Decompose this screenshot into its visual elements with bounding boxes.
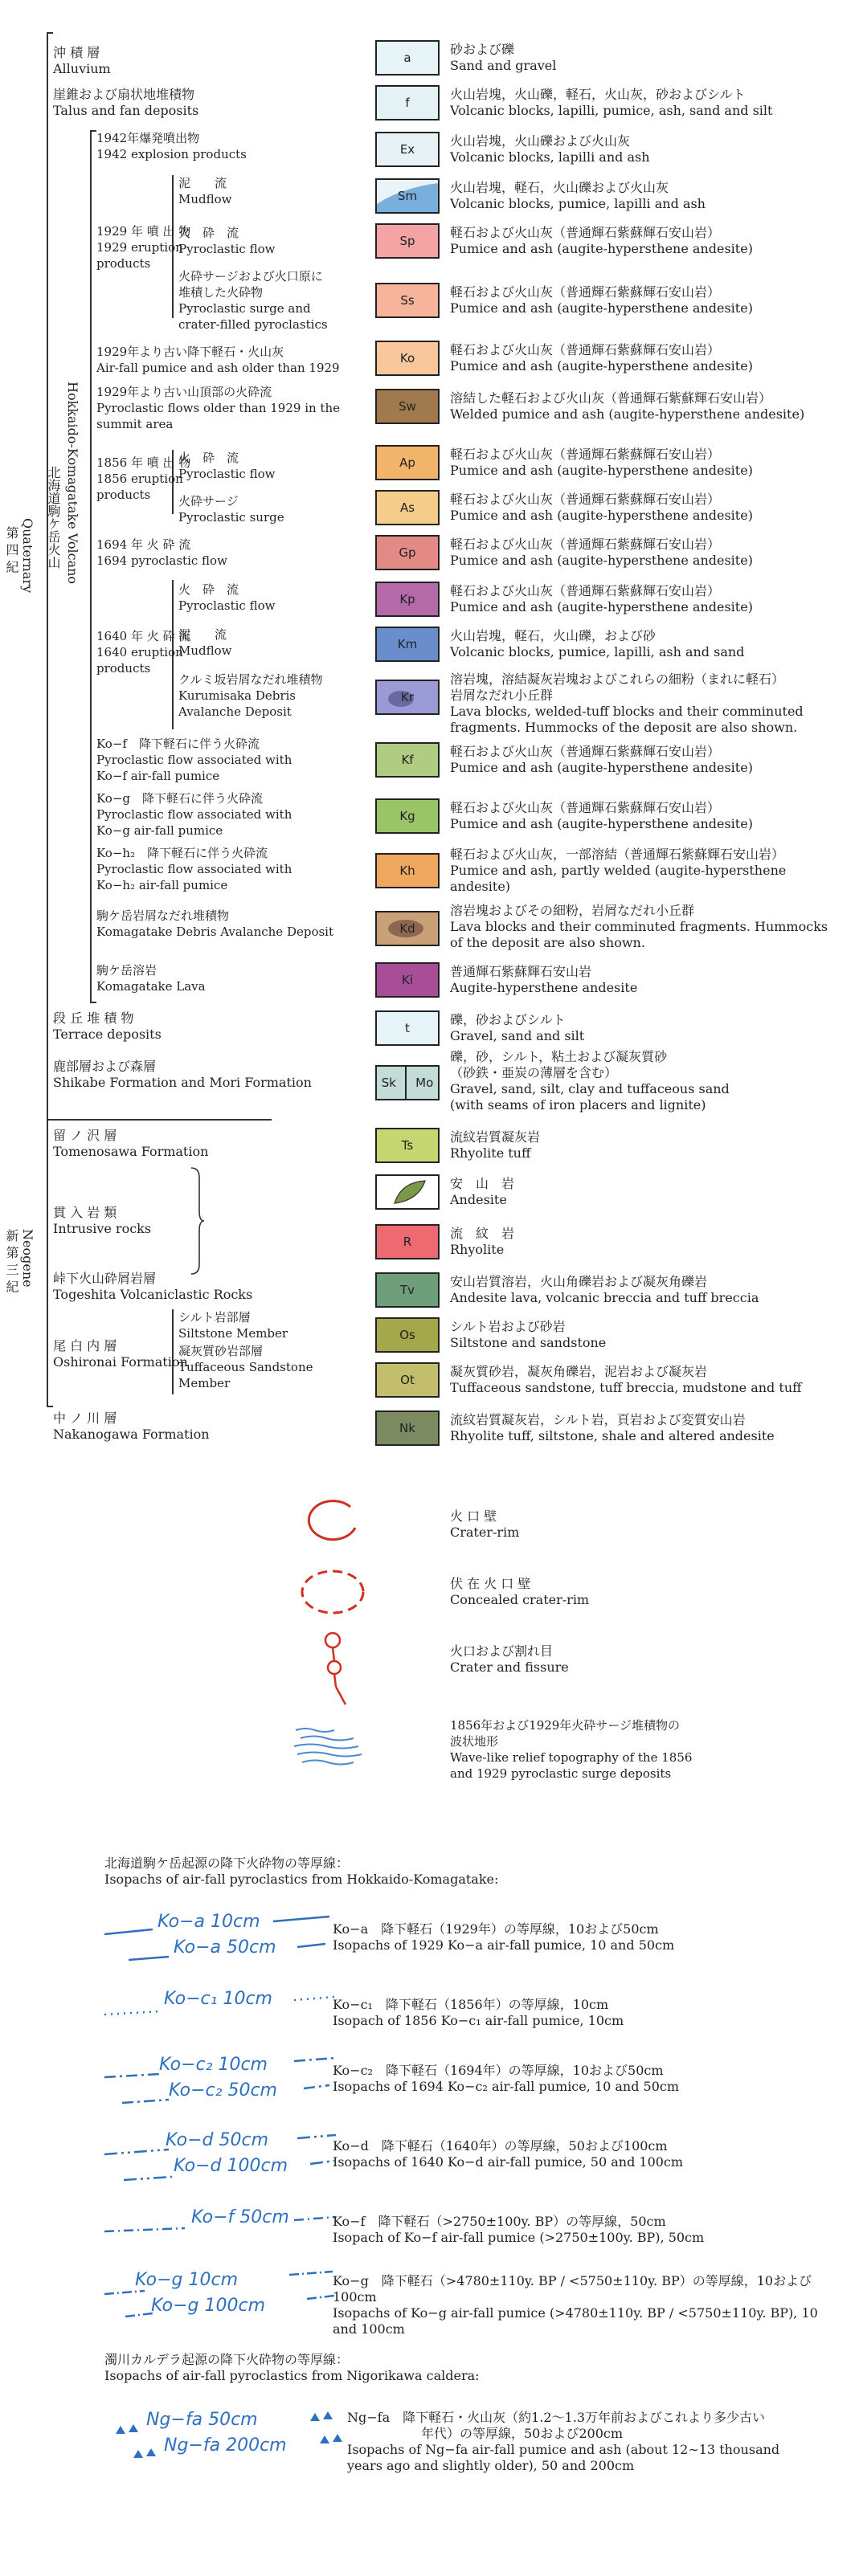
unit-label: Ko−f 降下軽石に伴う火砕流 Pyroclastic flow associated with Ko−f air-fall pumice xyxy=(96,737,292,783)
unit-label: 1929年より古い降下軽石・火山灰 Air-fall pumice and ash older than 1929 xyxy=(96,345,340,375)
unit-label: 泥 流 Mudflow xyxy=(178,176,232,206)
unit-description: 軽石および火山灰（普通輝石紫蘇輝石安山岩） Pumice and ash (augite-hypersthene andesite) xyxy=(450,342,753,374)
symbol-label: 伏 在 火 口 壁 Concealed crater-rim xyxy=(450,1576,590,1607)
legend-swatch: Kr xyxy=(375,680,440,715)
quaternary-label: 第 四 紀 xyxy=(4,526,19,574)
unit-description: 礫，砂，シルト，粘土および凝灰質砂 （砂鉄・亜炭の薄層を含む） Gravel, sand, silt, clay and tuffaceous sand (with seams of iron placers and lignite) xyxy=(450,1049,730,1112)
unit-label: 沖 積 層 Alluvium xyxy=(53,45,111,76)
unit-description: 砂および礫 Sand and gravel xyxy=(450,42,557,73)
legend-swatch xyxy=(375,1174,440,1210)
isopach-heading: 北海道駒ケ岳起源の降下火砕物の等厚線： Isopachs of air-fall pyroclastics from Hokkaido-Komagatake: xyxy=(104,1855,499,1887)
unit-description: 流紋岩質凝灰岩 Rhyolite tuff xyxy=(450,1129,541,1161)
isopach-label: Ko−c₂ 50cm xyxy=(169,2080,277,2100)
unit-description: 溶岩塊，溶結凝灰岩塊およびこれらの細粉（まれに軽石） 岩屑なだれ小丘群 Lava blocks, welded-tuff blocks and their comminuted fragments. Hummocks of the deposit are also shown. xyxy=(450,672,804,735)
unit-description: 火山岩塊，火山礫，軽石，火山灰，砂およびシルト Volcanic blocks, lapilli, pumice, ash, sand and silt xyxy=(450,87,773,118)
legend-swatch: Ki xyxy=(375,962,440,998)
unit-description: 軽石および火山灰（普通輝石紫蘇輝石安山岩） Pumice and ash (augite-hypersthene andesite) xyxy=(450,583,753,614)
unit-label: シルト岩部層 Siltstone Member xyxy=(178,1310,288,1341)
unit-description: 安 山 岩 Andesite xyxy=(450,1176,515,1207)
unit-label: 段 丘 堆 積 物 Terrace deposits xyxy=(53,1010,162,1042)
isopach-description: Ko−a 降下軽石（1929年）の等厚線，10および50cm Isopachs of 1929 Ko−a air-fall pumice, 10 and 50cm xyxy=(333,1921,675,1953)
bracket-tick xyxy=(90,130,96,132)
unit-description: 礫，砂およびシルト Gravel, sand and silt xyxy=(450,1012,585,1043)
isopach-description: Ko−g 降下軽石（>4780±110y. BP / <5750±110y. BP）の等厚線，10および100cm Isopachs of Ko−g air-fall pumice (>4780±110y. BP / <5750±110y. BP), 10 and 100cm xyxy=(333,2273,818,2337)
unit-description: 軽石および火山灰（普通輝石紫蘇輝石安山岩） Pumice and ash (augite-hypersthene andesite) xyxy=(450,284,753,316)
symbol-label: 火 口 壁 Crater-rim xyxy=(450,1508,520,1540)
isopach-label: Ko−d 100cm xyxy=(174,2156,288,2176)
curly-bracket xyxy=(190,1166,206,1276)
unit-label: 火 砕 流 Pyroclastic flow xyxy=(178,451,276,481)
unit-label: 峠下火山砕屑岩層 Togeshita Volcaniclastic Rocks xyxy=(53,1271,253,1302)
isopach-label: Ko−d 50cm xyxy=(166,2130,269,2150)
isopach-description: Ng−fa 降下軽石・火山灰（約1.2〜1.3万年前およびこれより多少古い 年代）の等厚線，50および200cm Isopachs of Ng−fa air-fall pumice and ash (about 12∼13 thousand years ago and slightly older), 50 and 200cm xyxy=(347,2410,780,2473)
isopach-label: Ko−a 50cm xyxy=(174,1937,276,1958)
group-label: 1856 年 噴 出 物 1856 eruption products xyxy=(96,455,191,502)
unit-description: 軽石および火山灰（普通輝石紫蘇輝石安山岩） Pumice and ash (augite-hypersthene andesite) xyxy=(450,492,753,523)
crater-rim-icon xyxy=(297,1496,362,1544)
legend-swatch: Kg xyxy=(375,798,440,834)
legend-swatch: Ko xyxy=(375,341,440,376)
unit-description: 普通輝石紫蘇輝石安山岩 Augite-hypersthene andesite xyxy=(450,964,638,995)
group-label: 1640 年 火 砕 流 1640 eruption products xyxy=(96,629,191,676)
legend-swatch: Ot xyxy=(375,1362,440,1398)
legend-swatch: Km xyxy=(375,627,440,662)
bracket-tick xyxy=(47,1406,53,1407)
legend-swatch: Sp xyxy=(375,223,440,259)
volcano-label-en: Hokkaido-Komagatake Volcano xyxy=(65,382,80,585)
unit-label: 火 砕 流 Pyroclastic flow xyxy=(178,226,276,256)
unit-description: 火山岩塊，軽石，火山礫および火山灰 Volcanic blocks, pumice, lapilli and ash xyxy=(450,180,706,211)
legend-swatch: Sw xyxy=(375,389,440,424)
unit-description: 火山岩塊，軽石，火山礫，および砂 Volcanic blocks, pumice, lapilli, ash and sand xyxy=(450,628,745,659)
legend-swatch: Kp xyxy=(375,582,440,617)
period-divider xyxy=(47,1119,272,1121)
legend-swatch: Ex xyxy=(375,132,440,167)
isopach-label: Ko−a 10cm xyxy=(157,1912,260,1932)
unit-label: 鹿部層および森層 Shikabe Formation and Mori Formation xyxy=(53,1059,312,1090)
legend-swatch: a xyxy=(375,40,440,76)
unit-description: 軽石および火山灰（普通輝石紫蘇輝石安山岩） Pumice and ash (augite-hypersthene andesite) xyxy=(450,800,753,831)
unit-label: 中 ノ 川 層 Nakanogawa Formation xyxy=(53,1410,210,1442)
unit-description: 火山岩塊，火山礫および火山灰 Volcanic blocks, lapilli and ash xyxy=(450,133,650,165)
unit-label: 1694 年 火 砕 流 1694 pyroclastic flow xyxy=(96,537,227,568)
unit-label: 崖錐および扇状地堆積物 Talus and fan deposits xyxy=(53,87,199,118)
isopach-label: Ng−fa 200cm xyxy=(164,2435,287,2456)
bracket-line xyxy=(47,32,48,1406)
legend-swatch: t xyxy=(375,1010,440,1046)
legend-swatch: Nk xyxy=(375,1410,440,1446)
unit-label: 留 ノ 沢 層 Tomenosawa Formation xyxy=(53,1128,209,1159)
wave-relief-icon xyxy=(289,1724,370,1772)
unit-description: 溶岩塊およびその細粉，岩屑なだれ小丘群 Lava blocks and their comminuted fragments. Hummocks of the deposit are also shown. xyxy=(450,903,828,950)
unit-description: 流 紋 岩 Rhyolite xyxy=(450,1226,515,1257)
bracket-tick xyxy=(47,32,53,34)
isopach-label: Ko−f 50cm xyxy=(191,2207,289,2227)
unit-label: 火砕サージ Pyroclastic surge xyxy=(178,494,284,525)
unit-description: 安山岩質溶岩，火山角礫岩および凝灰角礫岩 Andesite lava, volcanic breccia and tuff breccia xyxy=(450,1274,759,1305)
unit-label: 1929年より古い山頂部の火砕流 Pyroclastic flows older than 1929 in the summit area xyxy=(96,385,340,431)
quaternary-label-en: Quaternary xyxy=(20,518,35,594)
concealed-crater-rim-icon xyxy=(297,1566,370,1618)
unit-description: 凝灰質砂岩，凝灰角礫岩，泥岩および凝灰岩 Tuffaceous sandstone, tuff breccia, mudstone and tuff xyxy=(450,1364,802,1395)
andesite-dike-symbol xyxy=(377,1176,438,1208)
isopach-label: Ko−g 10cm xyxy=(135,2270,239,2290)
unit-label: Ko−h₂ 降下軽石に伴う火砕流 Pyroclastic flow associated with Ko−h₂ air-fall pumice xyxy=(96,846,292,892)
unit-label: 火砕サージおよび火口原に 堆積した火砕物 Pyroclastic surge and crater-filled pyroclastics xyxy=(178,269,328,332)
volcano-label: 北海道駒ケ岳火山 xyxy=(46,466,61,569)
legend-swatch: As xyxy=(375,490,440,525)
isopach-heading: 濁川カルデラ起源の降下火砕物の等厚線： Isopachs of air-fall pyroclastics from Nigorikawa caldera: xyxy=(104,2352,480,2383)
group-label: 1929 年 噴 出 物 1929 eruption products xyxy=(96,224,191,271)
legend-swatch: Gp xyxy=(375,535,440,570)
unit-label: Ko−g 降下軽石に伴う火砕流 Pyroclastic flow associated with Ko−g air-fall pumice xyxy=(96,791,292,838)
legend-swatch: Os xyxy=(375,1317,440,1353)
legend-swatch: Sm xyxy=(375,178,440,214)
crater-fissure-icon xyxy=(315,1631,355,1711)
isopach-description: Ko−f 降下軽石（>2750±100y. BP）の等厚線，50cm Isopach of Ko−f air-fall pumice (>2750±100y. BP), 50cm xyxy=(333,2214,705,2245)
unit-description: 流紋岩質凝灰岩，シルト岩，頁岩および変質安山岩 Rhyolite tuff, siltstone, shale and altered andesite xyxy=(450,1412,775,1443)
unit-label: 火 砕 流 Pyroclastic flow xyxy=(178,582,276,613)
unit-description: 軽石および火山灰，一部溶結（普通輝石紫蘇輝石安山岩） Pumice and ash, partly welded (augite-hypersthene andesite) xyxy=(450,847,787,894)
unit-description: 溶結した軽石および火山灰（普通輝石紫蘇輝石安山岩） Welded pumice and ash (augite-hypersthene andesite) xyxy=(450,390,805,422)
legend-swatch: Ap xyxy=(375,445,440,480)
symbol-label: 火口および割れ目 Crater and fissure xyxy=(450,1643,569,1675)
legend-swatch: Sk Mo xyxy=(375,1065,440,1100)
isopach-description: Ko−d 降下軽石（1640年）の等厚線，50および100cm Isopachs of 1640 Ko−d air-fall pumice, 50 and 100cm xyxy=(333,2138,684,2170)
unit-label: 駒ケ岳溶岩 Komagatake Lava xyxy=(96,963,206,994)
legend-swatch: Tv xyxy=(375,1272,440,1308)
legend-swatch: Kf xyxy=(375,742,440,778)
unit-label: 泥 流 Mudflow xyxy=(178,627,232,658)
legend-swatch: Kd xyxy=(375,911,440,946)
isopach-description: Ko−c₁ 降下軽石（1856年）の等厚線，10cm Isopach of 1856 Ko−c₁ air-fall pumice, 10cm xyxy=(333,1997,624,2028)
unit-description: 軽石および火山灰（普通輝石紫蘇輝石安山岩） Pumice and ash (augite-hypersthene andesite) xyxy=(450,537,753,568)
unit-description: シルト岩および砂岩 Siltstone and sandstone xyxy=(450,1319,607,1350)
legend-swatch: Kh xyxy=(375,853,440,888)
isopach-label: Ko−g 100cm xyxy=(151,2296,266,2316)
unit-description: 軽石および火山灰（普通輝石紫蘇輝石安山岩） Pumice and ash (augite-hypersthene andesite) xyxy=(450,225,753,256)
neogene-label: 新 第 三 紀 xyxy=(4,1229,19,1293)
bracket-line xyxy=(90,130,92,1002)
isopach-label: Ng−fa 50cm xyxy=(146,2410,258,2430)
isopach-description: Ko−c₂ 降下軽石（1694年）の等厚線，10および50cm Isopachs of 1694 Ko−c₂ air-fall pumice, 10 and 50cm xyxy=(333,2063,680,2094)
group-label: 尾 白 内 層 Oshironai Formation xyxy=(53,1338,188,1370)
legend-swatch: Ss xyxy=(375,283,440,318)
legend-swatch: Ts xyxy=(375,1128,440,1163)
legend-swatch: R xyxy=(375,1224,440,1259)
legend-swatch: f xyxy=(375,85,440,120)
unit-description: 軽石および火山灰（普通輝石紫蘇輝石安山岩） Pumice and ash (augite-hypersthene andesite) xyxy=(450,744,753,775)
bracket-tick xyxy=(90,1002,96,1003)
unit-label: クルミ坂岩屑なだれ堆積物 Kurumisaka Debris Avalanche Deposit xyxy=(178,672,323,719)
isopach-label: Ko−c₂ 10cm xyxy=(159,2055,268,2075)
unit-label: 凝灰質砂岩部層 Tuffaceous Sandstone Member xyxy=(178,1344,313,1390)
unit-label: 1942年爆発噴出物 1942 explosion products xyxy=(96,131,247,161)
neogene-label-en: Neogene xyxy=(20,1229,35,1288)
isopach-label: Ko−c₁ 10cm xyxy=(164,1989,272,2009)
unit-label: 貫 入 岩 類 Intrusive rocks xyxy=(53,1205,152,1236)
symbol-label: 1856年および1929年火砕サージ堆積物の 波状地形 Wave-like relief topography of the 1856 and 1929 pyroclastic surge deposits xyxy=(450,1718,693,1781)
unit-description: 軽石および火山灰（普通輝石紫蘇輝石安山岩） Pumice and ash (augite-hypersthene andesite) xyxy=(450,447,753,478)
unit-label: 駒ケ岳岩屑なだれ堆積物 Komagatake Debris Avalanche Deposit xyxy=(96,908,333,939)
